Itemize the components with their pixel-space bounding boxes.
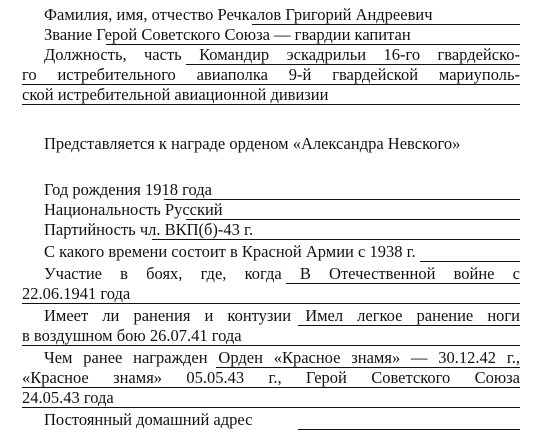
field-wounds-label: Имеет ли ранения и контузии (44, 306, 292, 325)
field-army-since-label: С какого времени состоит в Красной Армии (44, 242, 354, 261)
field-army-since-underline (420, 261, 520, 262)
field-position-underline-3 (22, 104, 520, 105)
field-party-value: чл. ВКП(б)-43 г. (139, 220, 254, 239)
field-wounds-underline-2 (22, 345, 520, 346)
award-statement: Представляется к награде орденом «Александра Невского» (44, 134, 461, 153)
field-battles-label: Участие в боях, где, когда (44, 264, 282, 283)
field-previous-awards-value-line2: «Красное знамя» 05.05.43 г., Герой Советского Союза (22, 368, 520, 387)
field-position-label: Должность, часть (44, 45, 182, 64)
field-birth-year (44, 180, 520, 200)
field-nationality-value: Русский (164, 200, 223, 219)
field-birth-year-value: 1918 года (144, 180, 212, 199)
field-name (44, 5, 520, 25)
field-party (44, 220, 520, 240)
field-previous-awards-label: Чем ранее награжден (44, 348, 208, 367)
field-address-label: Постоянный домашний адрес (44, 410, 253, 429)
field-rank-value: Герой Советского Союза — гвардии капитан (96, 25, 411, 44)
field-name-label: Фамилия, имя, отчество (44, 5, 214, 24)
field-position-value-line1: Командир эскадрильи 16-го гвардейско- (199, 45, 520, 64)
field-wounds-value-line1: Имел легкое ранение ноги (305, 306, 520, 325)
field-army-since-value: с 1938 г. (358, 242, 416, 261)
field-battles-underline-2 (22, 303, 520, 304)
field-battles-value-line1: В Отечественной войне с (299, 264, 520, 283)
field-position (44, 45, 520, 65)
field-nationality (44, 200, 520, 220)
field-address (44, 410, 520, 430)
field-previous-awards-value-line3: 24.05.43 года (22, 388, 114, 407)
field-name-value: Речкалов Григорий Андреевич (217, 5, 433, 24)
field-previous-awards (44, 348, 520, 368)
field-wounds-value-line2: в воздушном бою 26.07.41 года (22, 326, 242, 345)
field-position-value-line2: го истребительного авиаполка 9-й гвардейской мариуполь- (22, 65, 520, 84)
field-battles-value-line2: 22.06.1941 года (22, 284, 131, 303)
field-battles (44, 264, 520, 284)
field-position-value-line3: ской истребительной авиационной дивизии (22, 85, 329, 104)
field-previous-awards-value-line1: Орден «Красное знамя» — 30.12.42 г., (218, 348, 520, 367)
field-army-since (44, 242, 520, 262)
field-party-underline (152, 239, 520, 240)
field-wounds (44, 306, 520, 326)
field-birth-year-label: Год рождения (44, 180, 141, 199)
field-address-underline (298, 429, 520, 430)
field-rank (44, 25, 520, 45)
field-party-label: Партийность (44, 220, 136, 239)
field-previous-awards-underline-3 (22, 407, 520, 408)
field-rank-label: Звание (44, 25, 93, 44)
field-nationality-label: Национальность (44, 200, 161, 219)
